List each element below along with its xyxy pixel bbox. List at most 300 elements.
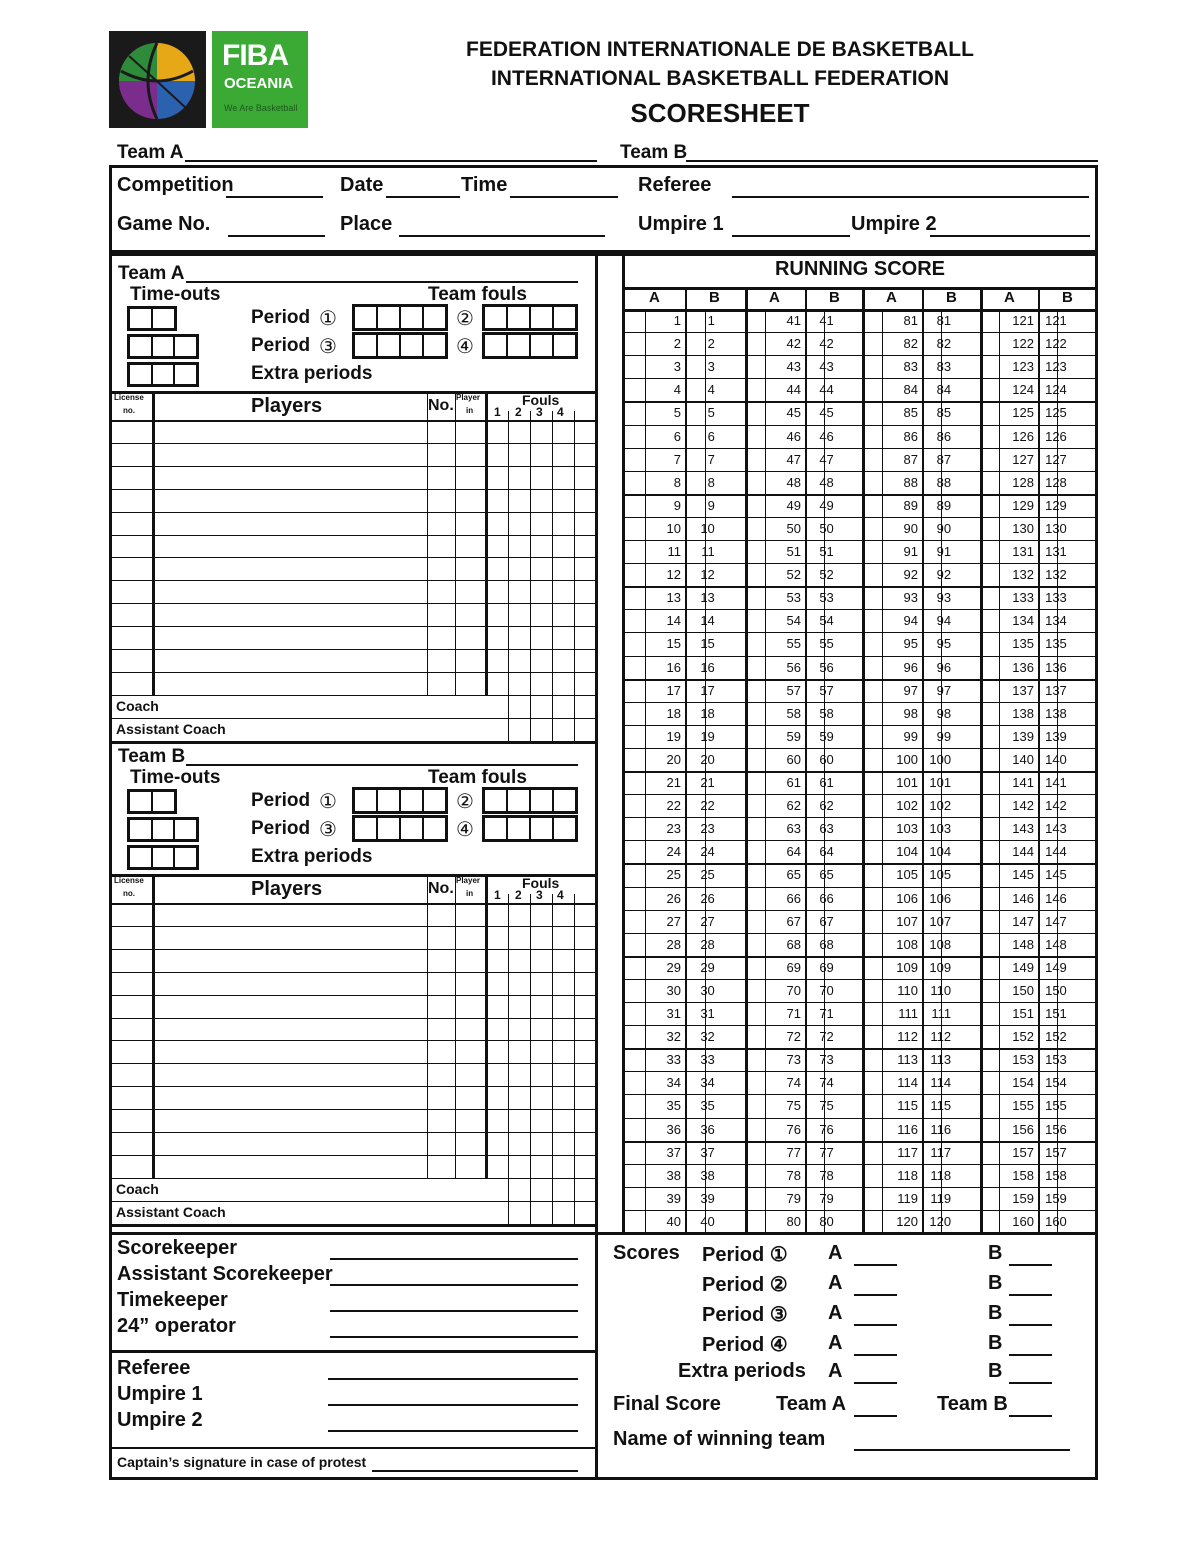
score-period4-a-field[interactable]: [854, 1354, 897, 1356]
score-period2-b-field[interactable]: [1009, 1294, 1052, 1296]
rs-number-b[interactable]: 108: [929, 936, 952, 952]
rs-number-b[interactable]: 96: [936, 659, 952, 675]
rs-number-a[interactable]: 29: [666, 959, 681, 975]
rs-number-b[interactable]: 67: [819, 913, 834, 929]
rs-number-a[interactable]: 158: [1012, 1167, 1034, 1183]
timeout-box[interactable]: [175, 848, 196, 867]
timeout-box[interactable]: [175, 365, 196, 384]
rs-number-b[interactable]: 136: [1045, 659, 1067, 675]
rs-number-b[interactable]: 104: [929, 844, 952, 860]
rs-number-a[interactable]: 88: [903, 474, 918, 490]
rs-number-b[interactable]: 112: [930, 1029, 952, 1045]
rs-number-b[interactable]: 122: [1045, 336, 1067, 352]
rs-number-b[interactable]: 86: [936, 428, 952, 444]
team-foul-box[interactable]: [485, 335, 508, 356]
rs-number-a[interactable]: 125: [1012, 405, 1034, 421]
rs-number-b[interactable]: 89: [936, 497, 952, 513]
timeout-box[interactable]: [130, 365, 153, 384]
rs-number-a[interactable]: 105: [896, 867, 918, 883]
team-foul-box[interactable]: [531, 307, 554, 328]
rs-number-a[interactable]: 106: [896, 890, 918, 906]
rs-number-b[interactable]: 69: [819, 959, 834, 975]
rs-number-b[interactable]: 74: [819, 1075, 834, 1091]
team-b-team-foul-boxes-p1[interactable]: [352, 787, 448, 814]
team-foul-box[interactable]: [401, 335, 424, 356]
rs-number-a[interactable]: 83: [903, 359, 918, 375]
rs-number-a[interactable]: 18: [666, 705, 681, 721]
rs-number-a[interactable]: 136: [1012, 659, 1034, 675]
rs-number-a[interactable]: 154: [1012, 1075, 1034, 1091]
rs-number-b[interactable]: 25: [700, 867, 715, 883]
bottom-umpire2-field[interactable]: [328, 1430, 578, 1432]
rs-number-a[interactable]: 12: [666, 567, 681, 583]
rs-number-a[interactable]: 58: [786, 705, 801, 721]
team-foul-box[interactable]: [424, 335, 445, 356]
rs-number-b[interactable]: 157: [1045, 1144, 1067, 1160]
team-foul-box[interactable]: [554, 818, 575, 839]
rs-number-b[interactable]: 66: [819, 890, 834, 906]
rs-number-a[interactable]: 59: [786, 728, 801, 744]
rs-number-b[interactable]: 9: [707, 497, 715, 513]
operator-field[interactable]: [330, 1336, 578, 1338]
rs-number-b[interactable]: 90: [936, 520, 952, 536]
rs-number-a[interactable]: 39: [666, 1190, 681, 1206]
rs-number-a[interactable]: 10: [666, 520, 681, 536]
rs-number-b[interactable]: 44: [819, 382, 834, 398]
rs-number-b[interactable]: 133: [1045, 590, 1067, 606]
rs-number-a[interactable]: 94: [903, 613, 918, 629]
game-no-field[interactable]: [228, 235, 325, 237]
rs-number-b[interactable]: 76: [819, 1121, 834, 1137]
rs-number-b[interactable]: 121: [1045, 313, 1067, 328]
rs-number-b[interactable]: 115: [930, 1098, 952, 1114]
team-foul-box[interactable]: [355, 818, 378, 839]
scorekeeper-field[interactable]: [330, 1258, 578, 1260]
rs-number-b[interactable]: 117: [930, 1144, 952, 1160]
rs-number-a[interactable]: 127: [1012, 451, 1034, 467]
rs-number-a[interactable]: 146: [1012, 890, 1034, 906]
team-a-name-field[interactable]: [186, 281, 578, 283]
rs-number-a[interactable]: 109: [896, 959, 918, 975]
rs-number-a[interactable]: 73: [786, 1052, 801, 1068]
team-a-team-foul-boxes-p4[interactable]: [482, 332, 578, 359]
rs-number-b[interactable]: 12: [700, 567, 715, 583]
rs-number-b[interactable]: 21: [700, 775, 715, 790]
rs-number-b[interactable]: 135: [1045, 636, 1067, 652]
rs-number-b[interactable]: 41: [819, 313, 834, 328]
rs-number-b[interactable]: 80: [819, 1213, 834, 1229]
rs-number-b[interactable]: 23: [700, 821, 715, 837]
rs-number-b[interactable]: 113: [930, 1052, 952, 1068]
rs-number-a[interactable]: 142: [1012, 798, 1034, 814]
rs-number-a[interactable]: 103: [896, 821, 918, 837]
rs-number-b[interactable]: 116: [930, 1121, 952, 1137]
team-foul-box[interactable]: [508, 335, 531, 356]
team-b-timeout-boxes-1[interactable]: [127, 789, 177, 814]
rs-number-a[interactable]: 56: [786, 659, 801, 675]
bottom-umpire1-field[interactable]: [328, 1404, 578, 1406]
rs-number-a[interactable]: 115: [897, 1098, 918, 1114]
rs-number-b[interactable]: 70: [819, 982, 834, 998]
rs-number-a[interactable]: 41: [786, 313, 801, 328]
rs-number-b[interactable]: 33: [700, 1052, 715, 1068]
rs-number-a[interactable]: 66: [786, 890, 801, 906]
rs-number-a[interactable]: 71: [786, 1006, 801, 1021]
rs-number-b[interactable]: 34: [700, 1075, 715, 1091]
rs-number-a[interactable]: 74: [786, 1075, 801, 1091]
rs-number-b[interactable]: 97: [936, 682, 952, 698]
team-foul-box[interactable]: [531, 818, 554, 839]
rs-number-b[interactable]: 46: [819, 428, 834, 444]
rs-number-a[interactable]: 157: [1012, 1144, 1034, 1160]
rs-number-a[interactable]: 52: [786, 567, 801, 583]
rs-number-b[interactable]: 144: [1045, 844, 1067, 860]
rs-number-b[interactable]: 87: [936, 451, 952, 467]
rs-number-b[interactable]: 72: [819, 1029, 834, 1045]
rs-number-a[interactable]: 141: [1012, 775, 1034, 790]
rs-number-a[interactable]: 133: [1012, 590, 1034, 606]
rs-number-a[interactable]: 69: [786, 959, 801, 975]
rs-number-a[interactable]: 118: [897, 1167, 918, 1183]
rs-number-a[interactable]: 159: [1012, 1190, 1034, 1206]
rs-number-b[interactable]: 153: [1045, 1052, 1067, 1068]
timeout-box[interactable]: [130, 848, 153, 867]
rs-number-a[interactable]: 85: [903, 405, 918, 421]
rs-number-a[interactable]: 99: [903, 728, 918, 744]
rs-number-b[interactable]: 75: [819, 1098, 834, 1114]
rs-number-b[interactable]: 150: [1045, 982, 1067, 998]
rs-number-a[interactable]: 138: [1012, 705, 1034, 721]
team-foul-box[interactable]: [355, 307, 378, 328]
rs-number-a[interactable]: 38: [666, 1167, 681, 1183]
rs-number-a[interactable]: 110: [897, 982, 918, 998]
rs-number-a[interactable]: 63: [786, 821, 801, 837]
rs-number-b[interactable]: 139: [1045, 728, 1067, 744]
rs-number-b[interactable]: 109: [929, 959, 952, 975]
rs-number-a[interactable]: 47: [786, 451, 801, 467]
umpire1-field[interactable]: [732, 235, 850, 237]
rs-number-a[interactable]: 46: [786, 428, 801, 444]
team-b-name-field[interactable]: [186, 764, 578, 766]
rs-number-a[interactable]: 80: [786, 1213, 801, 1229]
rs-number-b[interactable]: 38: [700, 1167, 715, 1183]
team-foul-box[interactable]: [378, 335, 401, 356]
rs-number-a[interactable]: 60: [786, 751, 801, 767]
rs-number-b[interactable]: 16: [700, 659, 715, 675]
rs-number-a[interactable]: 21: [666, 775, 681, 790]
rs-number-a[interactable]: 137: [1012, 682, 1034, 698]
team-a-name-field[interactable]: [185, 160, 597, 162]
rs-number-a[interactable]: 96: [903, 659, 918, 675]
rs-number-a[interactable]: 129: [1012, 497, 1034, 513]
rs-number-a[interactable]: 42: [786, 336, 801, 352]
rs-number-a[interactable]: 121: [1012, 313, 1034, 328]
rs-number-a[interactable]: 131: [1012, 544, 1034, 559]
rs-number-b[interactable]: 6: [707, 428, 715, 444]
rs-number-a[interactable]: 22: [666, 798, 681, 814]
rs-number-b[interactable]: 123: [1045, 359, 1067, 375]
rs-number-b[interactable]: 118: [930, 1167, 952, 1183]
rs-number-b[interactable]: 47: [819, 451, 834, 467]
rs-number-b[interactable]: 85: [936, 405, 952, 421]
rs-number-b[interactable]: 127: [1045, 451, 1067, 467]
rs-number-a[interactable]: 31: [666, 1006, 681, 1021]
rs-number-a[interactable]: 3: [673, 359, 681, 375]
rs-number-a[interactable]: 5: [673, 405, 681, 421]
rs-number-b[interactable]: 142: [1045, 798, 1067, 814]
rs-number-a[interactable]: 70: [786, 982, 801, 998]
bottom-referee-field[interactable]: [328, 1378, 578, 1380]
rs-number-a[interactable]: 123: [1012, 359, 1034, 375]
team-foul-box[interactable]: [485, 790, 508, 811]
score-extra-a-field[interactable]: [854, 1382, 897, 1384]
rs-number-b[interactable]: 130: [1045, 520, 1067, 536]
rs-number-a[interactable]: 111: [898, 1006, 918, 1021]
team-a-timeout-boxes-3[interactable]: [127, 362, 199, 387]
rs-number-a[interactable]: 36: [666, 1121, 681, 1137]
rs-number-b[interactable]: 125: [1045, 405, 1067, 421]
rs-number-b[interactable]: 7: [707, 451, 715, 467]
rs-number-b[interactable]: 19: [700, 728, 715, 744]
rs-number-b[interactable]: 95: [936, 636, 952, 652]
team-foul-box[interactable]: [508, 790, 531, 811]
rs-number-a[interactable]: 147: [1012, 913, 1034, 929]
rs-number-b[interactable]: 48: [819, 474, 834, 490]
rs-number-b[interactable]: 82: [936, 336, 952, 352]
rs-number-b[interactable]: 141: [1045, 775, 1067, 790]
rs-number-a[interactable]: 4: [673, 382, 681, 398]
rs-number-a[interactable]: 76: [786, 1121, 801, 1137]
rs-number-b[interactable]: 160: [1045, 1213, 1067, 1229]
team-b-team-foul-boxes-p3[interactable]: [352, 815, 448, 842]
rs-number-b[interactable]: 124: [1045, 382, 1067, 398]
rs-number-a[interactable]: 92: [903, 567, 918, 583]
rs-number-a[interactable]: 150: [1012, 982, 1034, 998]
rs-number-b[interactable]: 53: [819, 590, 834, 606]
rs-number-a[interactable]: 107: [896, 913, 918, 929]
rs-number-a[interactable]: 116: [897, 1121, 918, 1137]
captain-field[interactable]: [372, 1470, 578, 1472]
rs-number-b[interactable]: 128: [1045, 474, 1067, 490]
rs-number-a[interactable]: 102: [896, 798, 918, 814]
rs-number-a[interactable]: 114: [897, 1075, 918, 1091]
rs-number-b[interactable]: 14: [700, 613, 715, 629]
time-field[interactable]: [510, 196, 618, 198]
rs-number-a[interactable]: 135: [1012, 636, 1034, 652]
place-field[interactable]: [399, 235, 605, 237]
rs-number-a[interactable]: 126: [1012, 428, 1034, 444]
timeout-box[interactable]: [153, 792, 174, 811]
rs-number-a[interactable]: 148: [1012, 936, 1034, 952]
rs-number-a[interactable]: 28: [666, 936, 681, 952]
rs-number-b[interactable]: 83: [936, 359, 952, 375]
rs-number-a[interactable]: 156: [1012, 1121, 1034, 1137]
score-period3-a-field[interactable]: [854, 1324, 897, 1326]
team-foul-box[interactable]: [554, 307, 575, 328]
rs-number-b[interactable]: 18: [700, 705, 715, 721]
rs-number-b[interactable]: 105: [929, 867, 952, 883]
rs-number-b[interactable]: 45: [819, 405, 834, 421]
rs-number-b[interactable]: 146: [1045, 890, 1067, 906]
rs-number-b[interactable]: 10: [700, 520, 715, 536]
rs-number-b[interactable]: 78: [819, 1167, 834, 1183]
rs-number-a[interactable]: 153: [1012, 1052, 1034, 1068]
rs-number-a[interactable]: 90: [903, 520, 918, 536]
rs-number-b[interactable]: 107: [929, 913, 952, 929]
rs-number-b[interactable]: 132: [1045, 567, 1067, 583]
rs-number-a[interactable]: 64: [786, 844, 801, 860]
rs-number-b[interactable]: 28: [700, 936, 715, 952]
rs-number-b[interactable]: 68: [819, 936, 834, 952]
rs-number-a[interactable]: 33: [666, 1052, 681, 1068]
rs-number-b[interactable]: 138: [1045, 705, 1067, 721]
score-period1-b-field[interactable]: [1009, 1264, 1052, 1266]
rs-number-b[interactable]: 154: [1045, 1075, 1067, 1091]
rs-number-a[interactable]: 67: [786, 913, 801, 929]
team-foul-box[interactable]: [378, 790, 401, 811]
team-a-team-foul-boxes-p1[interactable]: [352, 304, 448, 331]
rs-number-a[interactable]: 77: [786, 1144, 801, 1160]
rs-number-a[interactable]: 68: [786, 936, 801, 952]
rs-number-b[interactable]: 42: [819, 336, 834, 352]
rs-number-b[interactable]: 50: [819, 520, 834, 536]
rs-number-b[interactable]: 63: [819, 821, 834, 837]
timeout-box[interactable]: [130, 820, 153, 839]
rs-number-a[interactable]: 16: [666, 659, 681, 675]
rs-number-b[interactable]: 40: [700, 1213, 715, 1229]
rs-number-a[interactable]: 101: [896, 775, 918, 790]
rs-number-a[interactable]: 89: [903, 497, 918, 513]
rs-number-a[interactable]: 86: [903, 428, 918, 444]
rs-number-a[interactable]: 51: [786, 544, 801, 559]
team-foul-box[interactable]: [401, 790, 424, 811]
rs-number-b[interactable]: 92: [936, 567, 952, 583]
rs-number-b[interactable]: 149: [1045, 959, 1067, 975]
rs-number-a[interactable]: 17: [666, 682, 681, 698]
rs-number-a[interactable]: 140: [1012, 751, 1034, 767]
rs-number-b[interactable]: 1: [707, 313, 715, 328]
rs-number-b[interactable]: 11: [701, 544, 715, 559]
rs-number-b[interactable]: 114: [930, 1075, 952, 1091]
rs-number-b[interactable]: 93: [936, 590, 952, 606]
rs-number-a[interactable]: 112: [897, 1029, 918, 1045]
timeout-box[interactable]: [175, 337, 196, 356]
rs-number-b[interactable]: 5: [707, 405, 715, 421]
rs-number-b[interactable]: 43: [819, 359, 834, 375]
rs-number-b[interactable]: 57: [819, 682, 834, 698]
timeout-box[interactable]: [130, 309, 153, 328]
rs-number-b[interactable]: 39: [700, 1190, 715, 1206]
rs-number-a[interactable]: 27: [666, 913, 681, 929]
rs-number-b[interactable]: 98: [936, 705, 952, 721]
rs-number-a[interactable]: 1: [673, 313, 681, 328]
rs-number-b[interactable]: 58: [819, 705, 834, 721]
rs-number-b[interactable]: 13: [700, 590, 715, 606]
rs-number-b[interactable]: 27: [700, 913, 715, 929]
rs-number-b[interactable]: 88: [936, 474, 952, 490]
rs-number-b[interactable]: 17: [700, 682, 715, 698]
team-foul-box[interactable]: [531, 335, 554, 356]
rs-number-b[interactable]: 94: [936, 613, 952, 629]
team-b-name-field[interactable]: [686, 160, 1098, 162]
rs-number-b[interactable]: 131: [1045, 544, 1067, 559]
timeout-box[interactable]: [175, 820, 196, 839]
final-team-b-field[interactable]: [1009, 1415, 1052, 1417]
rs-number-b[interactable]: 81: [936, 313, 952, 328]
rs-number-b[interactable]: 22: [700, 798, 715, 814]
rs-number-b[interactable]: 56: [819, 659, 834, 675]
rs-number-a[interactable]: 108: [896, 936, 918, 952]
score-period3-b-field[interactable]: [1009, 1324, 1052, 1326]
rs-number-b[interactable]: 55: [819, 636, 834, 652]
rs-number-b[interactable]: 111: [931, 1006, 952, 1021]
rs-number-a[interactable]: 132: [1012, 567, 1034, 583]
rs-number-a[interactable]: 78: [786, 1167, 801, 1183]
timeout-box[interactable]: [153, 337, 176, 356]
rs-number-b[interactable]: 103: [929, 821, 952, 837]
rs-number-b[interactable]: 143: [1045, 821, 1067, 837]
timeout-box[interactable]: [153, 365, 176, 384]
team-foul-box[interactable]: [554, 335, 575, 356]
rs-number-b[interactable]: 26: [700, 890, 715, 906]
timeout-box[interactable]: [130, 792, 153, 811]
rs-number-a[interactable]: 75: [786, 1098, 801, 1114]
team-foul-box[interactable]: [424, 790, 445, 811]
rs-number-b[interactable]: 119: [930, 1190, 952, 1206]
rs-number-a[interactable]: 117: [897, 1144, 918, 1160]
rs-number-a[interactable]: 35: [666, 1098, 681, 1114]
rs-number-b[interactable]: 110: [930, 982, 952, 998]
rs-number-b[interactable]: 3: [707, 359, 715, 375]
timeout-box[interactable]: [153, 309, 174, 328]
winning-team-field[interactable]: [854, 1449, 1070, 1451]
rs-number-a[interactable]: 50: [786, 520, 801, 536]
rs-number-a[interactable]: 40: [666, 1213, 681, 1229]
rs-number-a[interactable]: 44: [786, 382, 801, 398]
rs-number-b[interactable]: 64: [819, 844, 834, 860]
team-foul-box[interactable]: [401, 307, 424, 328]
rs-number-a[interactable]: 143: [1012, 821, 1034, 837]
rs-number-b[interactable]: 71: [819, 1006, 834, 1021]
rs-number-a[interactable]: 120: [896, 1213, 918, 1229]
rs-number-a[interactable]: 152: [1012, 1029, 1034, 1045]
team-a-team-foul-boxes-p2[interactable]: [482, 304, 578, 331]
rs-number-b[interactable]: 35: [700, 1098, 715, 1114]
team-a-timeout-boxes-1[interactable]: [127, 306, 177, 331]
score-period4-b-field[interactable]: [1009, 1354, 1052, 1356]
team-foul-box[interactable]: [554, 790, 575, 811]
rs-number-a[interactable]: 32: [666, 1029, 681, 1045]
rs-number-b[interactable]: 65: [819, 867, 834, 883]
rs-number-b[interactable]: 20: [700, 751, 715, 767]
rs-number-b[interactable]: 77: [819, 1144, 834, 1160]
team-a-timeout-boxes-2[interactable]: [127, 334, 199, 359]
team-foul-box[interactable]: [531, 790, 554, 811]
rs-number-b[interactable]: 152: [1045, 1029, 1067, 1045]
timeout-box[interactable]: [130, 337, 153, 356]
rs-number-a[interactable]: 134: [1012, 613, 1034, 629]
rs-number-b[interactable]: 49: [819, 497, 834, 513]
rs-number-a[interactable]: 93: [903, 590, 918, 606]
rs-number-a[interactable]: 122: [1012, 336, 1034, 352]
rs-number-a[interactable]: 97: [903, 682, 918, 698]
rs-number-a[interactable]: 9: [673, 497, 681, 513]
rs-number-b[interactable]: 137: [1045, 682, 1067, 698]
rs-number-a[interactable]: 91: [903, 544, 918, 559]
rs-number-a[interactable]: 19: [666, 728, 681, 744]
competition-field[interactable]: [226, 196, 323, 198]
rs-number-a[interactable]: 24: [666, 844, 681, 860]
